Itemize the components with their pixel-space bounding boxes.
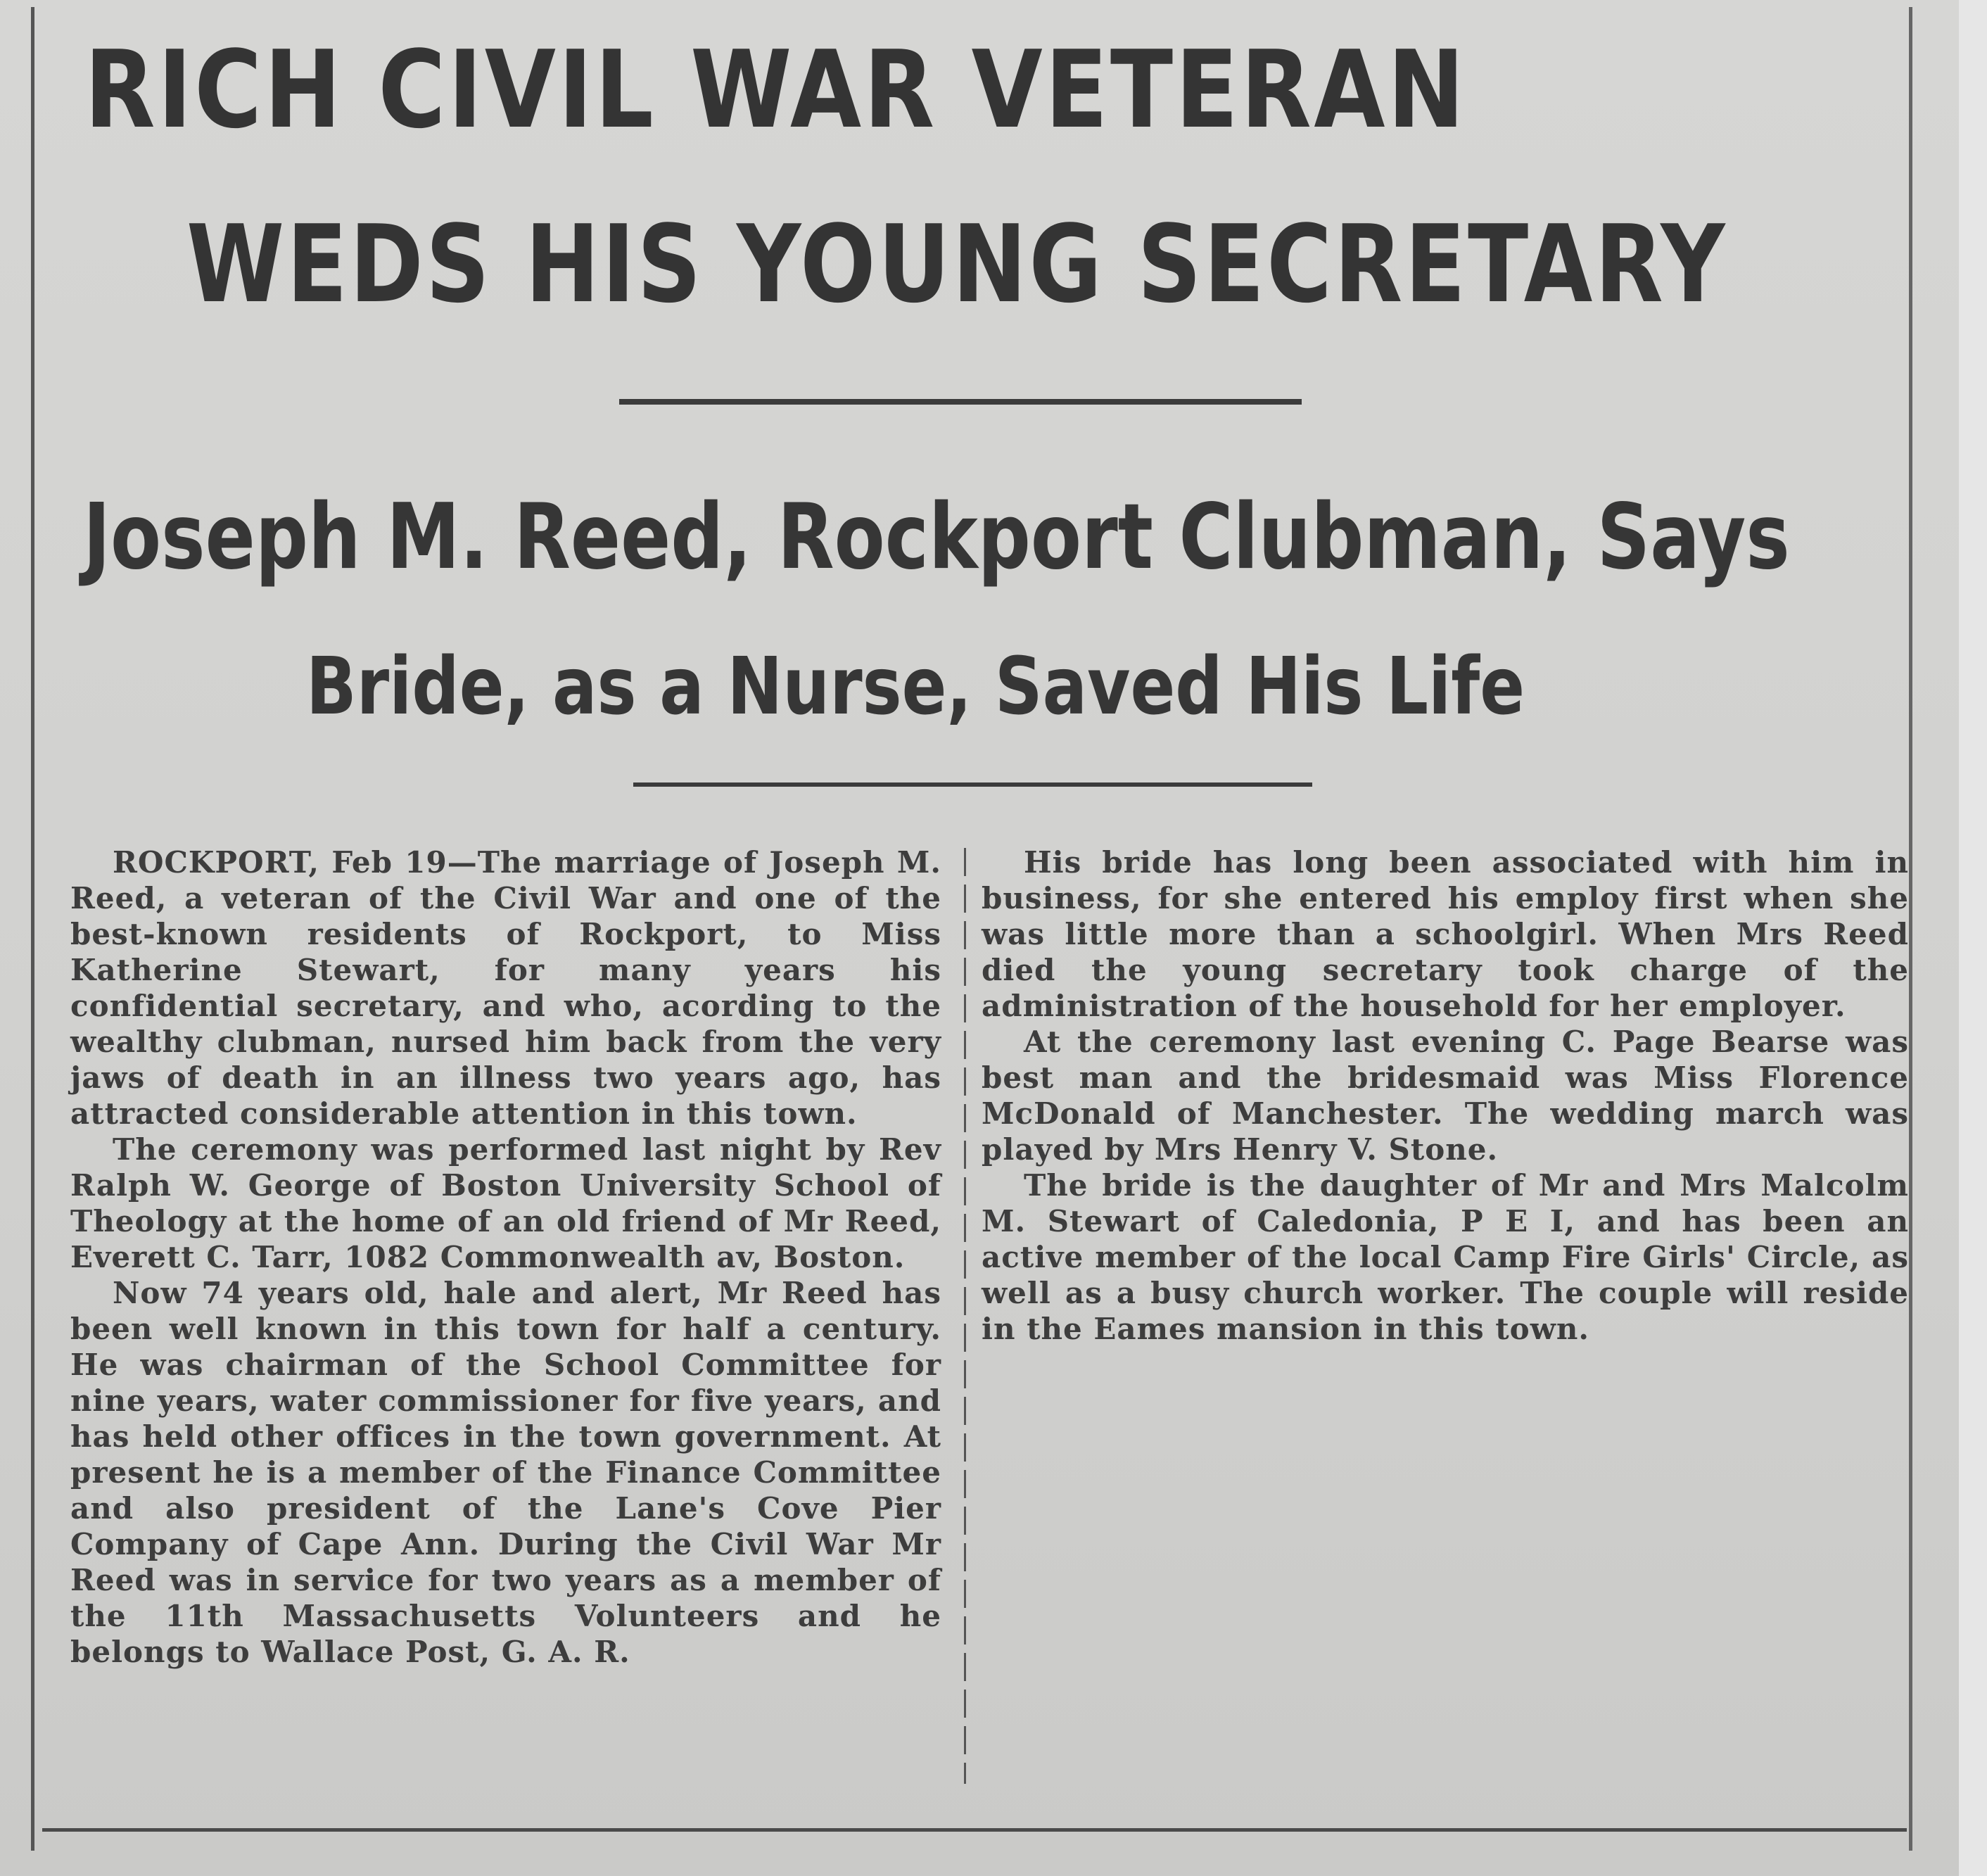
bottom-rule [42, 1828, 1907, 1832]
headline-line-1: RICH CIVIL WAR VETERAN [84, 27, 1467, 152]
headline-line-2: WEDS HIS YOUNG SECRETARY [186, 202, 1727, 327]
subheadline-line-1: Joseph M. Reed, Rockport Clubman, Says [83, 485, 1790, 590]
subheadline-line-2: Bride, as a Nurse, Saved His Life [306, 641, 1525, 733]
paragraph-biography: Now 74 years old, hale and alert, Mr Reed has been well known in this town for half a century. He was chairman of the School Committee for nine years, water commissioner for five years, and has held other offices in the town government. At present he is a member of the Finance Committee and also president of the Lane's Cove Pier Company of Cape Ann. During the Civil War Mr Reed was in service for two years as a member of the 11th Massachusetts Volunteers and he belongs to Wallace Post, G. A. R. [70, 1276, 941, 1669]
paragraph-bride: His bride has long been associated with him in business, for she entered his employ first when she was little more than a schoolgirl. When Mrs Reed died the young secretary took charge of the administration of the household for her employer. [982, 845, 1909, 1023]
paragraph-bride-family: The bride is the daughter of Mr and Mrs Malcolm M. Stewart of Caledonia, P E I, and has been an active member of the local Camp Fire Girls' Circle, as well as a busy church worker. The couple will reside in the Eames mansion in this town. [982, 1168, 1909, 1346]
page-edge [1959, 0, 1987, 1876]
article-column-left [70, 844, 941, 1787]
headline-divider [619, 399, 1302, 405]
subheadline-divider [633, 782, 1312, 787]
paragraph-ceremony: The ceremony was performed last night by Rev Ralph W. George of Boston University School of Theology at the home of an old friend of Mr Reed, Everett C. Tarr, 1082 Commonwealth av, Boston. [70, 1132, 941, 1274]
paragraph-wedding-party: At the ceremony last evening C. Page Bearse was best man and the bridesmaid was Miss Florence McDonald of Manchester. The wedding march was played by Mrs Henry V. Stone. [982, 1025, 1909, 1167]
article-column-right [982, 844, 1909, 1787]
column-divider [964, 848, 966, 1784]
paragraph-dateline: ROCKPORT, Feb 19—The marriage of Joseph M. Reed, a veteran of the Civil War and one of the best-known residents of Rockport, to Miss Katherine Stewart, for many years his confidential secretary, and who, acording to the wealthy clubman, nursed him back from the very jaws of death in an illness two years ago, has attracted considerable attention in this town. [70, 845, 941, 1131]
